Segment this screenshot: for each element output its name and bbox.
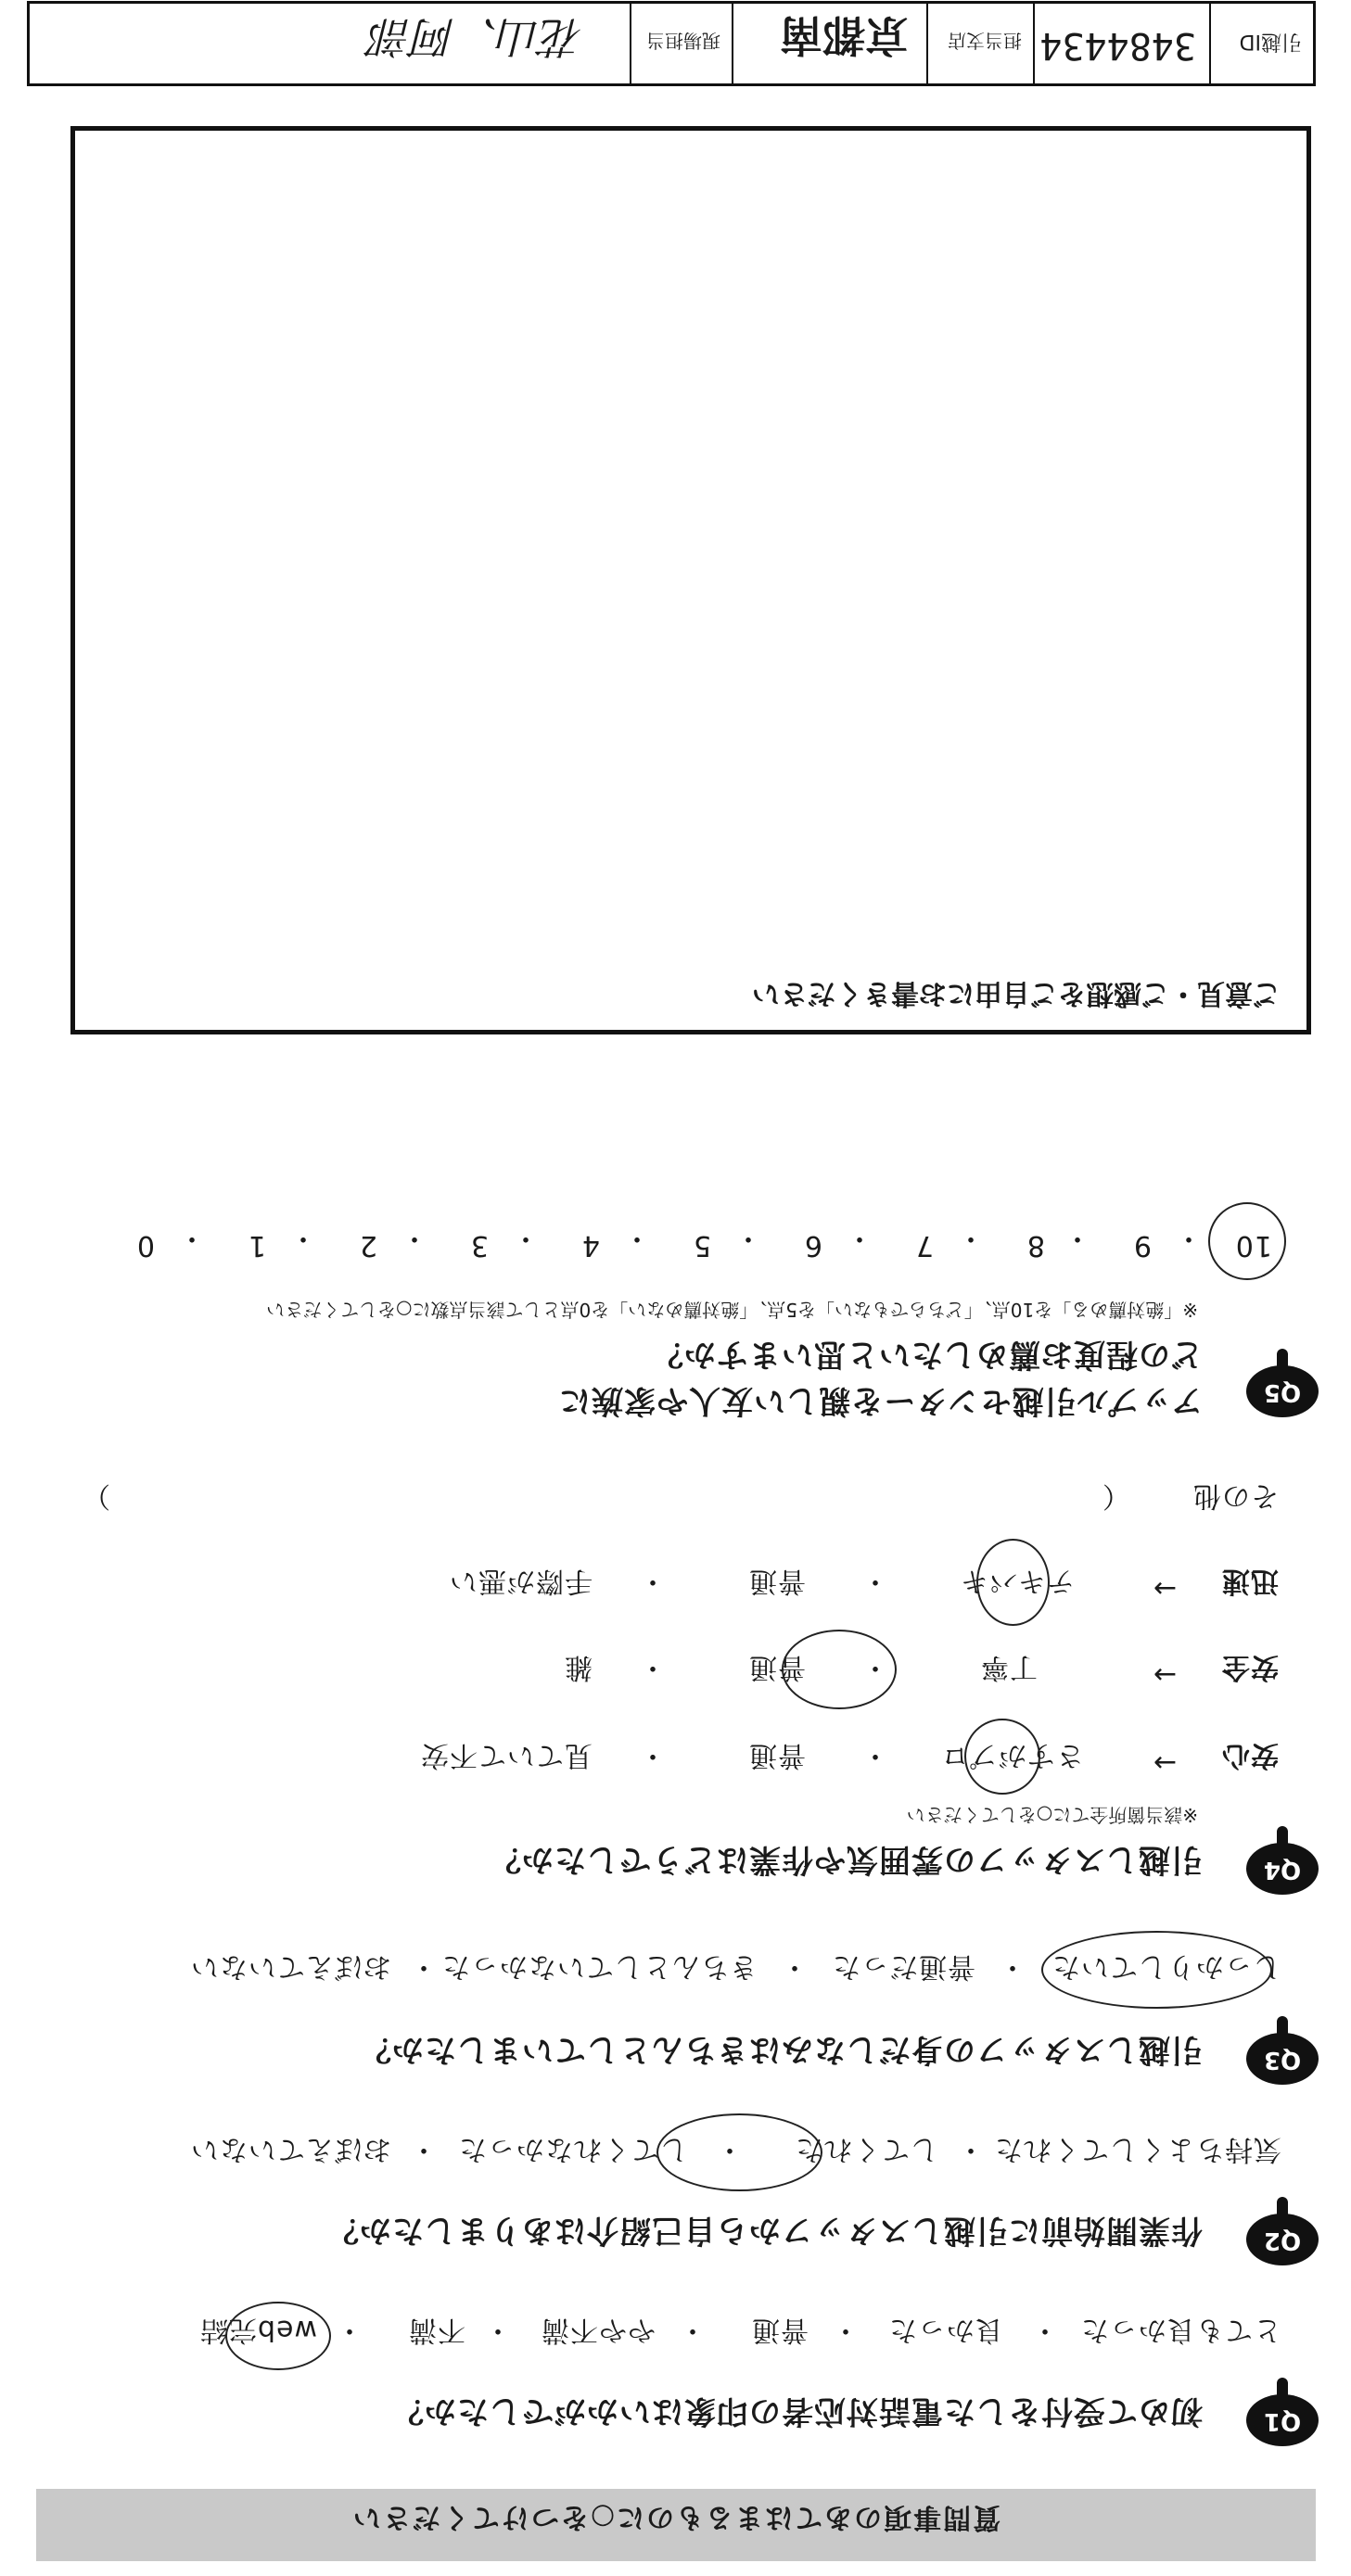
- q3-badge: [1246, 2033, 1319, 2085]
- id-value: 3484434: [1039, 24, 1196, 67]
- q2-separator: ・: [956, 2133, 985, 2165]
- crew-label-cell: [631, 4, 733, 83]
- q5-score-option[interactable]: 1: [247, 1229, 266, 1262]
- id-value-cell: [1035, 4, 1211, 83]
- q3-separator: ・: [998, 1950, 1026, 1983]
- q5-score-option[interactable]: 8: [1026, 1229, 1045, 1262]
- q4-jinsoku-mark: [976, 1539, 1050, 1626]
- q5-text-line2: どの程度お薦めしたいと思いますか？: [651, 1336, 1203, 1373]
- q4-note: ※該当箇所全てに○をしてください: [906, 1804, 1198, 1826]
- q5-separator: ・: [733, 1222, 762, 1254]
- crew-value: 花山、阿部: [370, 12, 583, 62]
- q4-option[interactable]: 手際が悪い: [449, 1565, 593, 1597]
- q3-separator: ・: [409, 1950, 438, 1983]
- q2-option[interactable]: してくれなかった: [458, 2133, 688, 2165]
- q4-row-label: 迅速: [1221, 1565, 1279, 1597]
- header-table: [27, 1, 1316, 86]
- q4-option-selected[interactable]: さすがプロ: [940, 1739, 1084, 1771]
- q4-text: 引越しスタッフの雰囲気や作業はどうでしたか？: [489, 1841, 1203, 1878]
- q4-row-arrow: →: [1152, 1572, 1177, 1605]
- q1-option[interactable]: とても良かった: [1080, 2314, 1281, 2346]
- q5-score-option[interactable]: 5: [692, 1229, 711, 1262]
- comment-label: ご意見・ご感想をご自由にお書きください: [752, 977, 1281, 1009]
- q4-row-label: 安全: [1221, 1651, 1279, 1683]
- q4-row-arrow: →: [1152, 1746, 1177, 1779]
- q1-option[interactable]: 普通: [751, 2314, 809, 2346]
- q4-other-label: その他: [1192, 1479, 1279, 1512]
- q5-score-option[interactable]: 3: [469, 1229, 489, 1262]
- id-label-cell: [1211, 4, 1313, 83]
- q4-option[interactable]: 普通: [748, 1565, 806, 1597]
- q4-option[interactable]: テキパキ: [960, 1565, 1075, 1597]
- q4-badge: [1246, 1843, 1319, 1895]
- q5-score-option[interactable]: 7: [914, 1229, 934, 1262]
- q5-separator: ・: [1063, 1222, 1091, 1254]
- q3-answer-circle: [1041, 1931, 1272, 2009]
- q4-separator: ・: [638, 1651, 667, 1683]
- instruction-banner: [36, 2489, 1316, 2561]
- q4-separator: ・: [860, 1565, 889, 1597]
- q4-option[interactable]: 普通: [748, 1739, 806, 1771]
- q1-option-selected[interactable]: web完結: [198, 2314, 317, 2346]
- q4-option[interactable]: 雑: [564, 1651, 593, 1683]
- q4-anzen-answer-circle: [782, 1630, 897, 1709]
- q4-option[interactable]: 丁寧: [980, 1651, 1038, 1683]
- q4-other-open: （: [1102, 1479, 1130, 1512]
- q2-separator: ・: [715, 2133, 744, 2165]
- q4-separator: ・: [860, 1651, 889, 1683]
- q4-separator: ・: [860, 1739, 889, 1771]
- q2-option-selected[interactable]: してくれた: [795, 2133, 938, 2165]
- branch-label-cell: [928, 4, 1035, 83]
- q5-separator: ・: [845, 1222, 873, 1254]
- banner-text: 質問事項のあてはまるものに○をつけてください: [350, 2501, 1001, 2533]
- crew-label: 現場担当: [646, 30, 720, 52]
- q5-score-option-selected[interactable]: 10: [1234, 1229, 1272, 1262]
- id-label: 引越ID: [1239, 30, 1302, 53]
- q2-answer-circle: [656, 2113, 822, 2191]
- branch-value: 京都南: [780, 10, 908, 60]
- q5-separator: ・: [177, 1222, 206, 1254]
- q1-answer-circle: [225, 2302, 331, 2370]
- q4-row-arrow: →: [1152, 1658, 1177, 1691]
- q5-score-option[interactable]: 6: [803, 1229, 822, 1262]
- branch-value-cell: [733, 4, 928, 83]
- q5-separator: ・: [622, 1222, 651, 1254]
- q1-option[interactable]: やや不満: [541, 2314, 656, 2346]
- q1-separator: ・: [678, 2314, 707, 2346]
- q4-number: Q4: [1263, 1856, 1302, 1884]
- q1-text: 初めて受付をした電話対応者の印象はいかがでしたか？: [391, 2392, 1203, 2430]
- comment-box[interactable]: [70, 126, 1311, 1034]
- q3-number: Q3: [1263, 2046, 1302, 2074]
- q2-number: Q2: [1263, 2227, 1302, 2254]
- q4-other-close: ）: [82, 1479, 110, 1512]
- q1-number: Q1: [1263, 2407, 1302, 2435]
- q5-score-option[interactable]: 9: [1132, 1229, 1152, 1262]
- q5-separator: ・: [511, 1222, 540, 1254]
- q3-option[interactable]: 普通だった: [832, 1950, 975, 1983]
- q5-score-option[interactable]: 0: [135, 1229, 155, 1262]
- q1-separator: ・: [1030, 2314, 1059, 2346]
- crew-value-cell: [30, 4, 631, 83]
- q1-option[interactable]: 良かった: [888, 2314, 1003, 2346]
- q4-option-selected[interactable]: 普通: [748, 1651, 806, 1683]
- q1-separator: ・: [335, 2314, 363, 2346]
- q1-separator: ・: [483, 2314, 512, 2346]
- q5-separator: ・: [956, 1222, 985, 1254]
- q5-badge: [1246, 1365, 1319, 1417]
- q3-separator: ・: [780, 1950, 809, 1983]
- q3-option[interactable]: おぼえていない: [190, 1950, 391, 1983]
- q1-badge: [1246, 2394, 1319, 2446]
- q3-option-selected[interactable]: しっかりしていた: [1051, 1950, 1281, 1983]
- q2-separator: ・: [409, 2133, 438, 2165]
- branch-label: 担当支店: [948, 30, 1022, 52]
- q2-badge: [1246, 2214, 1319, 2265]
- q5-answer-circle: [1208, 1202, 1286, 1280]
- q5-text-line1: アップル引越センターを親しい友人や家族に: [558, 1382, 1203, 1419]
- q4-separator: ・: [638, 1565, 667, 1597]
- q2-option[interactable]: おぼえていない: [190, 2133, 391, 2165]
- q4-anshin-answer-circle: [964, 1719, 1040, 1795]
- q5-score-option[interactable]: 2: [358, 1229, 377, 1262]
- q5-score-option[interactable]: 4: [580, 1229, 600, 1262]
- q2-text: 作業開始前に引越しスタッフから自己紹介はありましたか？: [326, 2212, 1203, 2249]
- q3-option[interactable]: きちんとしていなかった: [441, 1950, 758, 1983]
- q4-option[interactable]: 見ていて不安: [420, 1739, 593, 1771]
- q3-text: 引越しスタッフの身だしなみはきちんとしていましたか？: [359, 2031, 1203, 2068]
- q2-option[interactable]: 気持ちよくしてくれた: [994, 2133, 1281, 2165]
- q4-row-label: 安心: [1221, 1739, 1279, 1771]
- q5-number: Q5: [1263, 1378, 1302, 1406]
- q5-separator: ・: [288, 1222, 317, 1254]
- q5-separator: ・: [1174, 1222, 1203, 1254]
- q4-separator: ・: [638, 1739, 667, 1771]
- q5-note: ※「絶対薦める」を10点、「どちらでもない」を5点、「絶対薦めない」を0点として該当点数に○をしてください: [266, 1299, 1198, 1321]
- q1-separator: ・: [831, 2314, 860, 2346]
- q1-option[interactable]: 不満: [408, 2314, 465, 2346]
- q5-separator: ・: [400, 1222, 428, 1254]
